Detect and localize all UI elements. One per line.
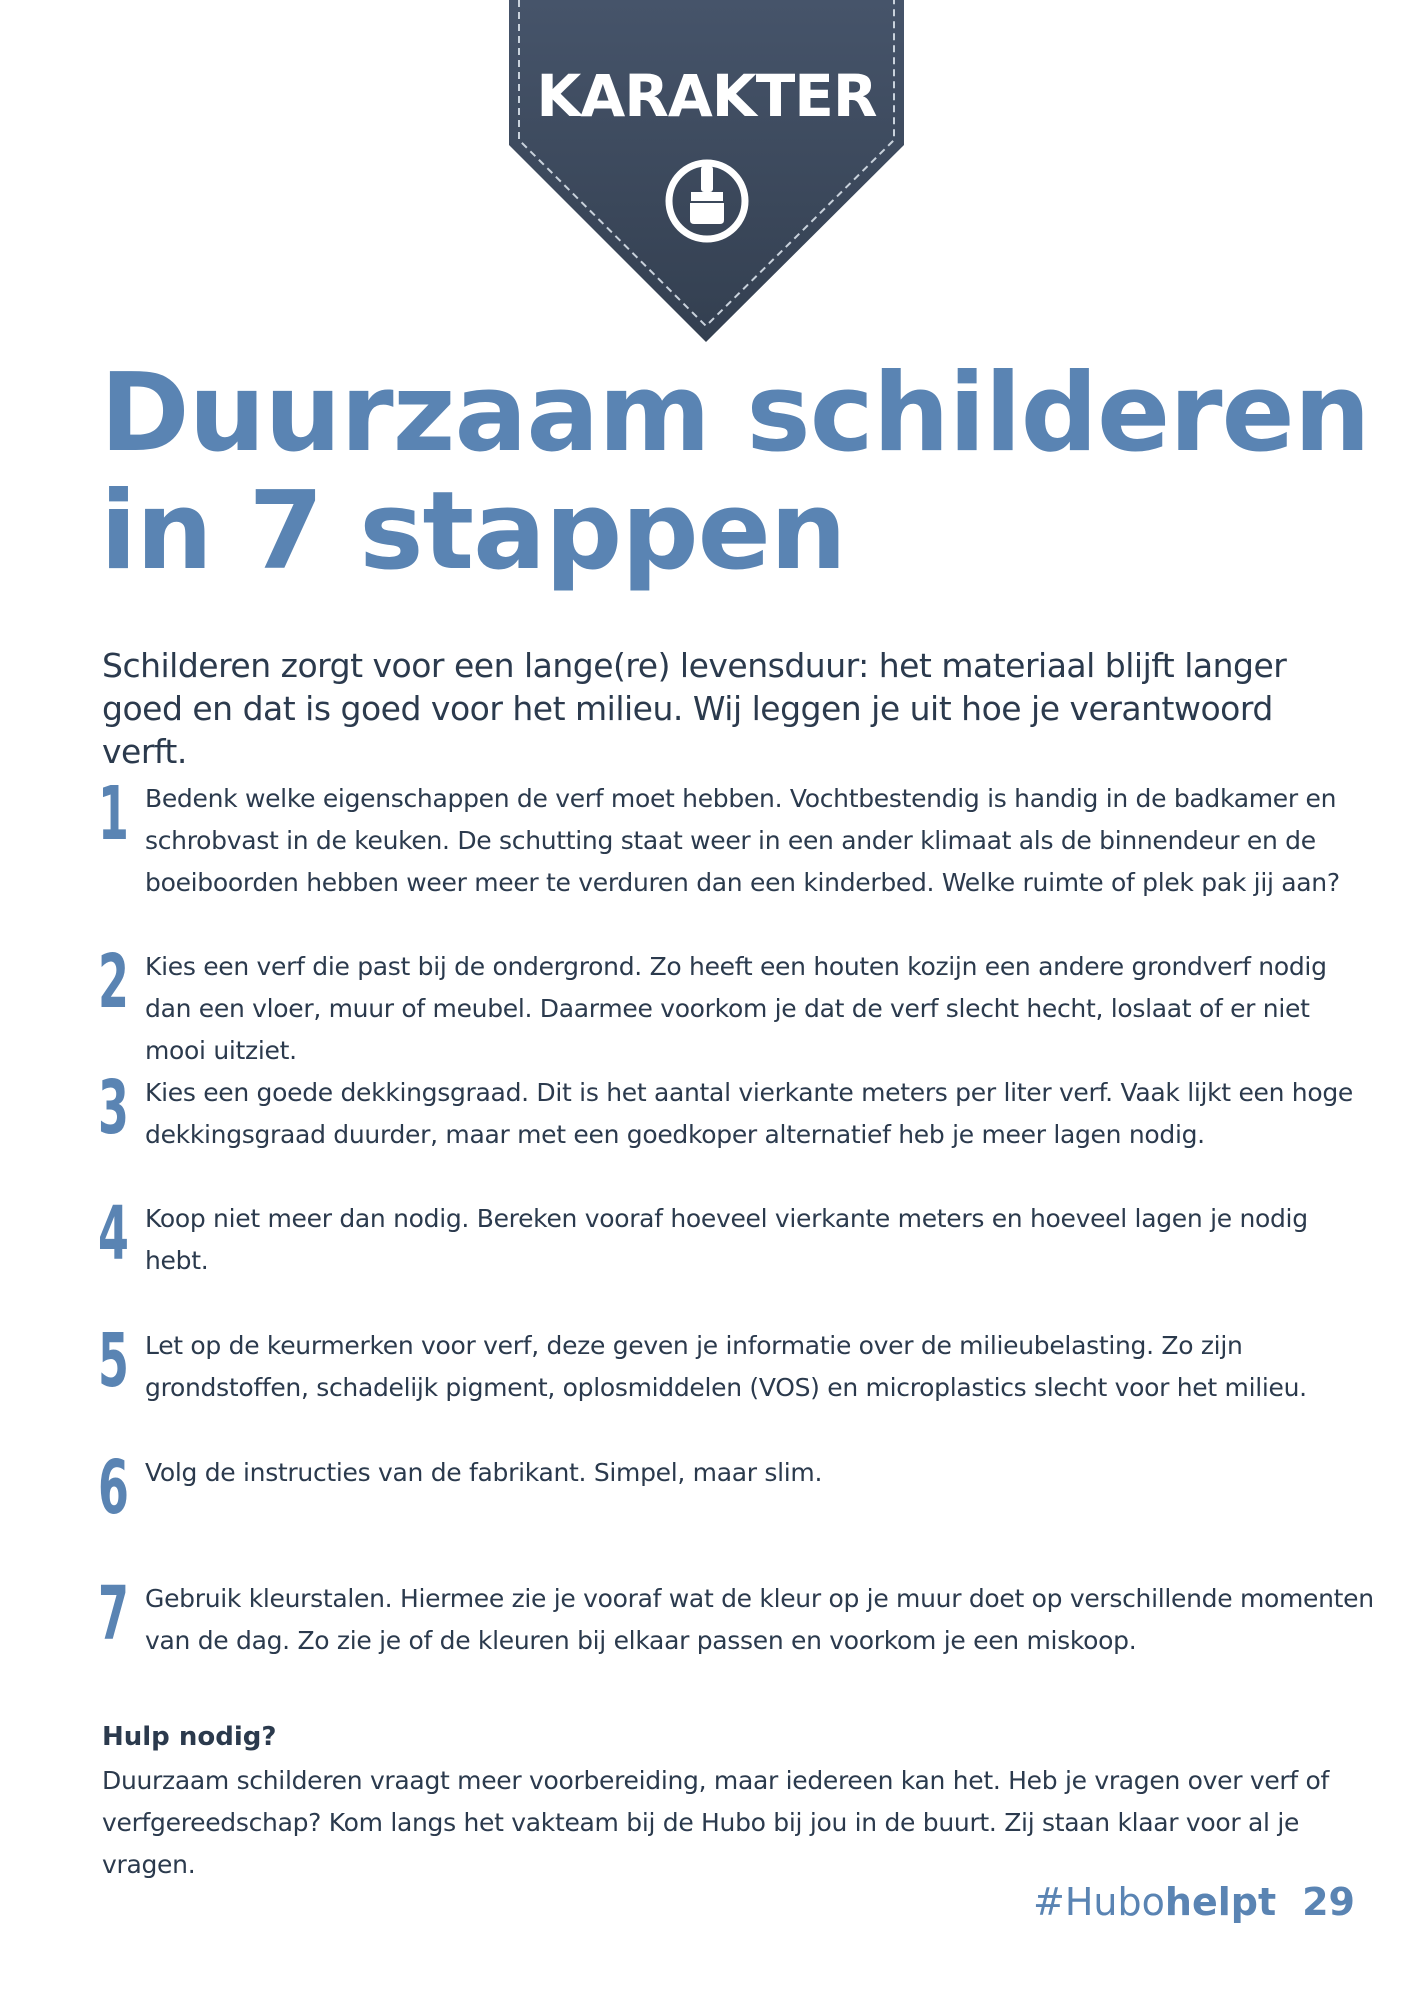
step-text: Let op de keurmerken voor verf, deze geven je informatie over de milieubelasting. Zo zijn grondstoffen, schadelijk pigment, oplosmiddelen (VOS) en microplastics slecht voor het milieu. (145, 1331, 1307, 1402)
step-text: Bedenk welke eigenschappen de verf moet hebben. Vochtbestendig is handig in de badkamer en schrobvast in de keuken. De schutting staat weer in een ander klimaat als de binnendeur en de boeiboorden hebben weer meer te verduren dan een kinderbed. Welke ruimte of plek pak jij aan? (145, 784, 1340, 897)
banner-label: KARAKTER (536, 62, 877, 130)
karakter-banner (509, 0, 904, 342)
step-text: Kies een goede dekkingsgraad. Dit is het aantal vierkante meters per liter verf. Vaak lijkt een hoge dekkingsgraad duurder, maar met een goedkoper alternatief heb je meer lagen nodig. (145, 1078, 1354, 1149)
step-number: 1 (98, 771, 129, 857)
hashtag-part-1: #Hubo (1033, 1880, 1165, 1924)
hashtag-part-2: helpt (1164, 1880, 1277, 1924)
title-line-2: in 7 stappen (100, 469, 846, 594)
page-footer (1033, 1880, 1355, 1924)
paintbrush-icon (664, 158, 750, 244)
step-text: Volg de instructies van de fabrikant. Simpel, maar slim. (145, 1458, 823, 1487)
help-paragraph: Duurzaam schilderen vraagt meer voorbereiding, maar iedereen kan het. Heb je vragen over verf of verfgereedschap? Kom langs het vakteam bij de Hubo bij jou in de buurt. Zij staan klaar voor al je vragen. (102, 1766, 1330, 1879)
page-title (100, 351, 1370, 594)
step-text: Kies een verf die past bij de ondergrond. Zo heeft een houten kozijn een andere grondverf nodig dan een vloer, muur of meubel. Daarmee voorkom je dat de verf slecht hecht, loslaat of er niet mooi uitziet. (145, 952, 1327, 1065)
intro-paragraph: Schilderen zorgt voor een lange(re) levensduur: het materiaal blijft langer goed en dat is goed voor het milieu. Wij leggen je uit hoe je verantwoord verft. (102, 646, 1287, 771)
step-number: 5 (98, 1318, 129, 1404)
page-number: 29 (1302, 1880, 1355, 1924)
title-line-1: Duurzaam schilderen (100, 351, 1370, 476)
step-number: 2 (98, 939, 129, 1025)
help-heading: Hulp nodig? (102, 1722, 277, 1752)
step-number: 3 (98, 1065, 129, 1151)
step-number: 4 (98, 1191, 129, 1277)
step-number: 7 (98, 1571, 129, 1657)
step-text: Gebruik kleurstalen. Hiermee zie je vooraf wat de kleur op je muur doet op verschillende momenten van de dag. Zo zie je of de kleuren bij elkaar passen en voorkom je een miskoop. (145, 1584, 1374, 1655)
step-text: Koop niet meer dan nodig. Bereken vooraf hoeveel vierkante meters en hoeveel lagen je nodig hebt. (145, 1204, 1308, 1275)
step-number: 6 (98, 1445, 129, 1531)
